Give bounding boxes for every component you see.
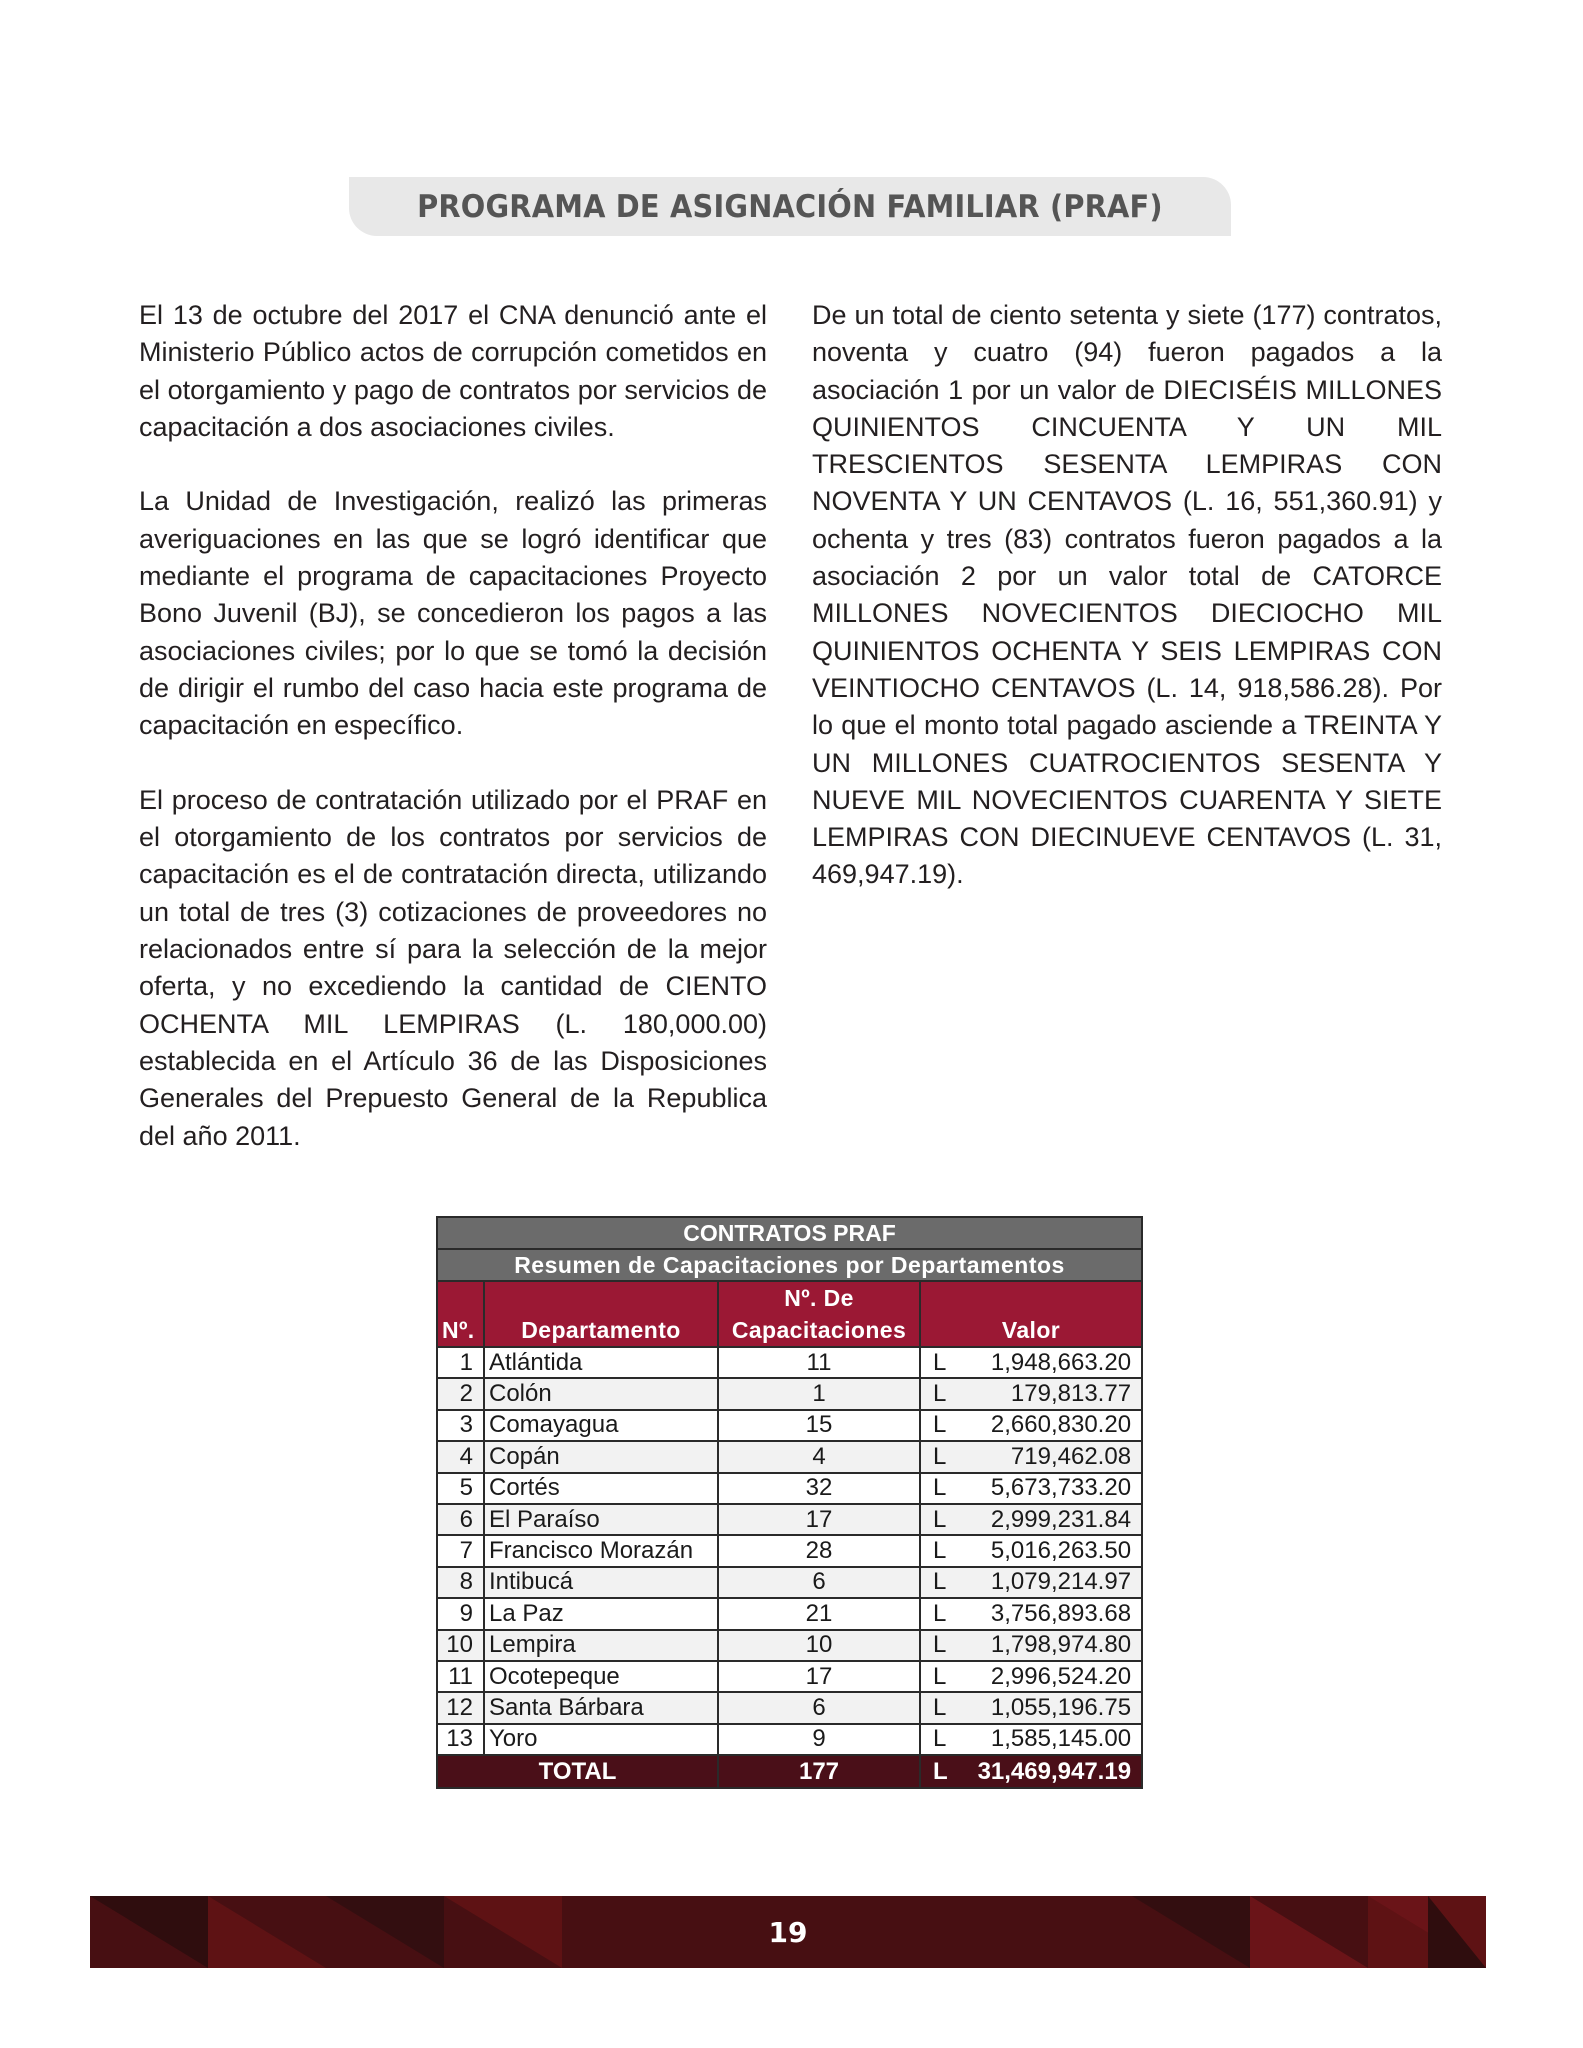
table-body: [437, 1347, 1142, 1755]
row-number: 4: [437, 1441, 484, 1472]
row-valor: 3,756,893.68: [990, 1599, 1132, 1627]
row-departamento: Copán: [484, 1441, 718, 1472]
row-number: 6: [437, 1504, 484, 1535]
currency-symbol: L: [933, 1725, 947, 1753]
table-title: CONTRATOS PRAF: [437, 1217, 1142, 1249]
table-subtitle-row: [437, 1249, 1142, 1281]
row-departamento: Colón: [484, 1378, 718, 1409]
row-number: 11: [437, 1661, 484, 1692]
currency-symbol: L: [933, 1442, 947, 1470]
row-valor-cell: [920, 1410, 1142, 1441]
row-capacitaciones: 9: [718, 1724, 920, 1755]
table-row: [437, 1504, 1142, 1535]
row-number: 2: [437, 1378, 484, 1409]
table-row: [437, 1567, 1142, 1598]
currency-symbol: L: [933, 1537, 947, 1565]
row-valor: 179,813.77: [1010, 1380, 1132, 1408]
footer-banner: [90, 1896, 1486, 1968]
currency-symbol: L: [933, 1411, 947, 1439]
row-valor-cell: [920, 1692, 1142, 1723]
row-capacitaciones: 10: [718, 1630, 920, 1661]
row-valor: 5,016,263.50: [990, 1537, 1132, 1565]
total-valor-cell: [920, 1755, 1142, 1788]
table-row: [437, 1441, 1142, 1472]
row-valor-cell: [920, 1567, 1142, 1598]
table-row: [437, 1347, 1142, 1378]
row-valor-cell: [920, 1378, 1142, 1409]
table-row: [437, 1473, 1142, 1504]
currency-symbol: L: [933, 1474, 947, 1502]
currency-symbol: L: [933, 1693, 947, 1721]
currency-symbol: L: [933, 1599, 947, 1627]
row-departamento: Cortés: [484, 1473, 718, 1504]
table-row: [437, 1378, 1142, 1409]
row-capacitaciones: 4: [718, 1441, 920, 1472]
row-valor-cell: [920, 1661, 1142, 1692]
row-number: 5: [437, 1473, 484, 1504]
row-number: 10: [437, 1630, 484, 1661]
row-departamento: Lempira: [484, 1630, 718, 1661]
header-capacitaciones-line1: Nº. De: [784, 1285, 854, 1311]
currency-symbol: L: [933, 1631, 947, 1659]
currency-symbol: L: [933, 1505, 947, 1533]
table-title-row: [437, 1217, 1142, 1249]
row-capacitaciones: 21: [718, 1598, 920, 1629]
currency-symbol: L: [933, 1757, 948, 1785]
row-valor: 2,660,830.20: [990, 1411, 1132, 1439]
row-departamento: Ocotepeque: [484, 1661, 718, 1692]
table-row: [437, 1535, 1142, 1566]
row-departamento: Intibucá: [484, 1567, 718, 1598]
row-valor: 1,079,214.97: [990, 1568, 1132, 1596]
row-departamento: Yoro: [484, 1724, 718, 1755]
row-departamento: El Paraíso: [484, 1504, 718, 1535]
row-number: 9: [437, 1598, 484, 1629]
table-row: [437, 1692, 1142, 1723]
paragraph: El 13 de octubre del 2017 el CNA denunció ante el Ministerio Público actos de corrupción cometidos en el otorgamiento y pago de contratos por servicios de capacitación a dos asociaciones civiles.: [139, 300, 767, 442]
row-valor-cell: [920, 1504, 1142, 1535]
table-row: [437, 1630, 1142, 1661]
currency-symbol: L: [933, 1568, 947, 1596]
contracts-table: [436, 1216, 1143, 1789]
row-valor-cell: [920, 1724, 1142, 1755]
row-departamento: Atlántida: [484, 1347, 718, 1378]
row-valor-cell: [920, 1441, 1142, 1472]
currency-symbol: L: [933, 1348, 947, 1376]
header-capacitaciones: [718, 1281, 920, 1347]
row-departamento: Comayagua: [484, 1410, 718, 1441]
row-capacitaciones: 32: [718, 1473, 920, 1504]
row-capacitaciones: 6: [718, 1567, 920, 1598]
row-valor: 719,462.08: [1010, 1442, 1132, 1470]
row-number: 3: [437, 1410, 484, 1441]
total-label: TOTAL: [437, 1755, 718, 1788]
row-valor: 1,055,196.75: [990, 1693, 1132, 1721]
row-valor-cell: [920, 1535, 1142, 1566]
row-valor: 1,585,145.00: [990, 1725, 1132, 1753]
row-capacitaciones: 15: [718, 1410, 920, 1441]
row-capacitaciones: 6: [718, 1692, 920, 1723]
row-valor-cell: [920, 1630, 1142, 1661]
right-column: [812, 297, 1442, 931]
row-valor: 2,999,231.84: [990, 1505, 1132, 1533]
row-number: 8: [437, 1567, 484, 1598]
table-row: [437, 1724, 1142, 1755]
row-valor: 5,673,733.20: [990, 1474, 1132, 1502]
row-departamento: Francisco Morazán: [484, 1535, 718, 1566]
row-valor-cell: [920, 1347, 1142, 1378]
row-number: 7: [437, 1535, 484, 1566]
row-number: 12: [437, 1692, 484, 1723]
row-capacitaciones: 11: [718, 1347, 920, 1378]
section-heading: [349, 177, 1231, 236]
table-subtitle: Resumen de Capacitaciones por Departamentos: [437, 1249, 1142, 1281]
currency-symbol: L: [933, 1380, 947, 1408]
header-valor: Valor: [920, 1281, 1142, 1347]
currency-symbol: L: [933, 1662, 947, 1690]
header-no: Nº.: [437, 1281, 484, 1347]
row-capacitaciones: 1: [718, 1378, 920, 1409]
row-number: 1: [437, 1347, 484, 1378]
table-header-row: [437, 1281, 1142, 1347]
left-column: [139, 297, 767, 1192]
table-row: [437, 1661, 1142, 1692]
paragraph: La Unidad de Investigación, realizó las primeras averiguaciones en las que se logró identificar que mediante el programa de capacitaciones Proyecto Bono Juvenil (BJ), se concedieron los pagos a las asociaciones civiles; por lo que se tomó la decisión de dirigir el rumbo del caso hacia este programa de capacitación en específico.: [139, 486, 767, 741]
row-valor: 1,948,663.20: [990, 1348, 1132, 1376]
contracts-table-container: [436, 1216, 1141, 1789]
page-number: 19: [768, 1915, 808, 1949]
row-valor: 1,798,974.80: [990, 1631, 1132, 1659]
paragraph: El proceso de contratación utilizado por el PRAF en el otorgamiento de los contratos por servicios de capacitación es el de contratación directa, utilizando un total de tres (3) cotizaciones de proveedores no relacionados entre sí para la selección de la mejor oferta, y no excediendo la cantidad de CIENTO OCHENTA MIL LEMPIRAS (L. 180,000.00) establecida en el Artículo 36 de las Disposiciones Generales del Prepuesto General de la Republica del año 2011.: [139, 784, 767, 1151]
total-capacitaciones: 177: [718, 1755, 920, 1788]
table-row: [437, 1410, 1142, 1441]
table-row: [437, 1598, 1142, 1629]
row-valor: 2,996,524.20: [990, 1662, 1132, 1690]
row-capacitaciones: 17: [718, 1504, 920, 1535]
total-valor: 31,469,947.19: [977, 1757, 1132, 1785]
row-departamento: La Paz: [484, 1598, 718, 1629]
section-heading-text: PROGRAMA DE ASIGNACIÓN FAMILIAR (PRAF): [417, 188, 1163, 225]
paragraph: De un total de ciento setenta y siete (177) contratos, noventa y cuatro (94) fueron pagados a la asociación 1 por un valor de DIECISÉIS MILLONES QUINIENTOS CINCUENTA Y UN MIL TRESCIENTOS SESENTA LEMPIRAS CON NOVENTA Y UN CENTAVOS (L. 16, 551,360.91) y ochenta y tres (83) contratos fueron pagados a la asociación 2 por un valor total de CATORCE MILLONES NOVECIENTOS DIECIOCHO MIL QUINIENTOS OCHENTA Y SEIS LEMPIRAS CON VEINTIOCHO CENTAVOS (L. 14, 918,586.28). Por lo que el monto total pagado asciende a TREINTA Y UN MILLONES CUATROCIENTOS SESENTA Y NUEVE MIL NOVECIENTOS CUARENTA Y SIETE LEMPIRAS CON DIECINUEVE CENTAVOS (L. 31, 469,947.19).: [812, 300, 1442, 890]
row-capacitaciones: 17: [718, 1661, 920, 1692]
row-capacitaciones: 28: [718, 1535, 920, 1566]
row-number: 13: [437, 1724, 484, 1755]
table-total-row: [437, 1755, 1142, 1788]
row-valor-cell: [920, 1598, 1142, 1629]
header-departamento: Departamento: [484, 1281, 718, 1347]
row-departamento: Santa Bárbara: [484, 1692, 718, 1723]
header-capacitaciones-line2: Capacitaciones: [731, 1317, 907, 1343]
row-valor-cell: [920, 1473, 1142, 1504]
